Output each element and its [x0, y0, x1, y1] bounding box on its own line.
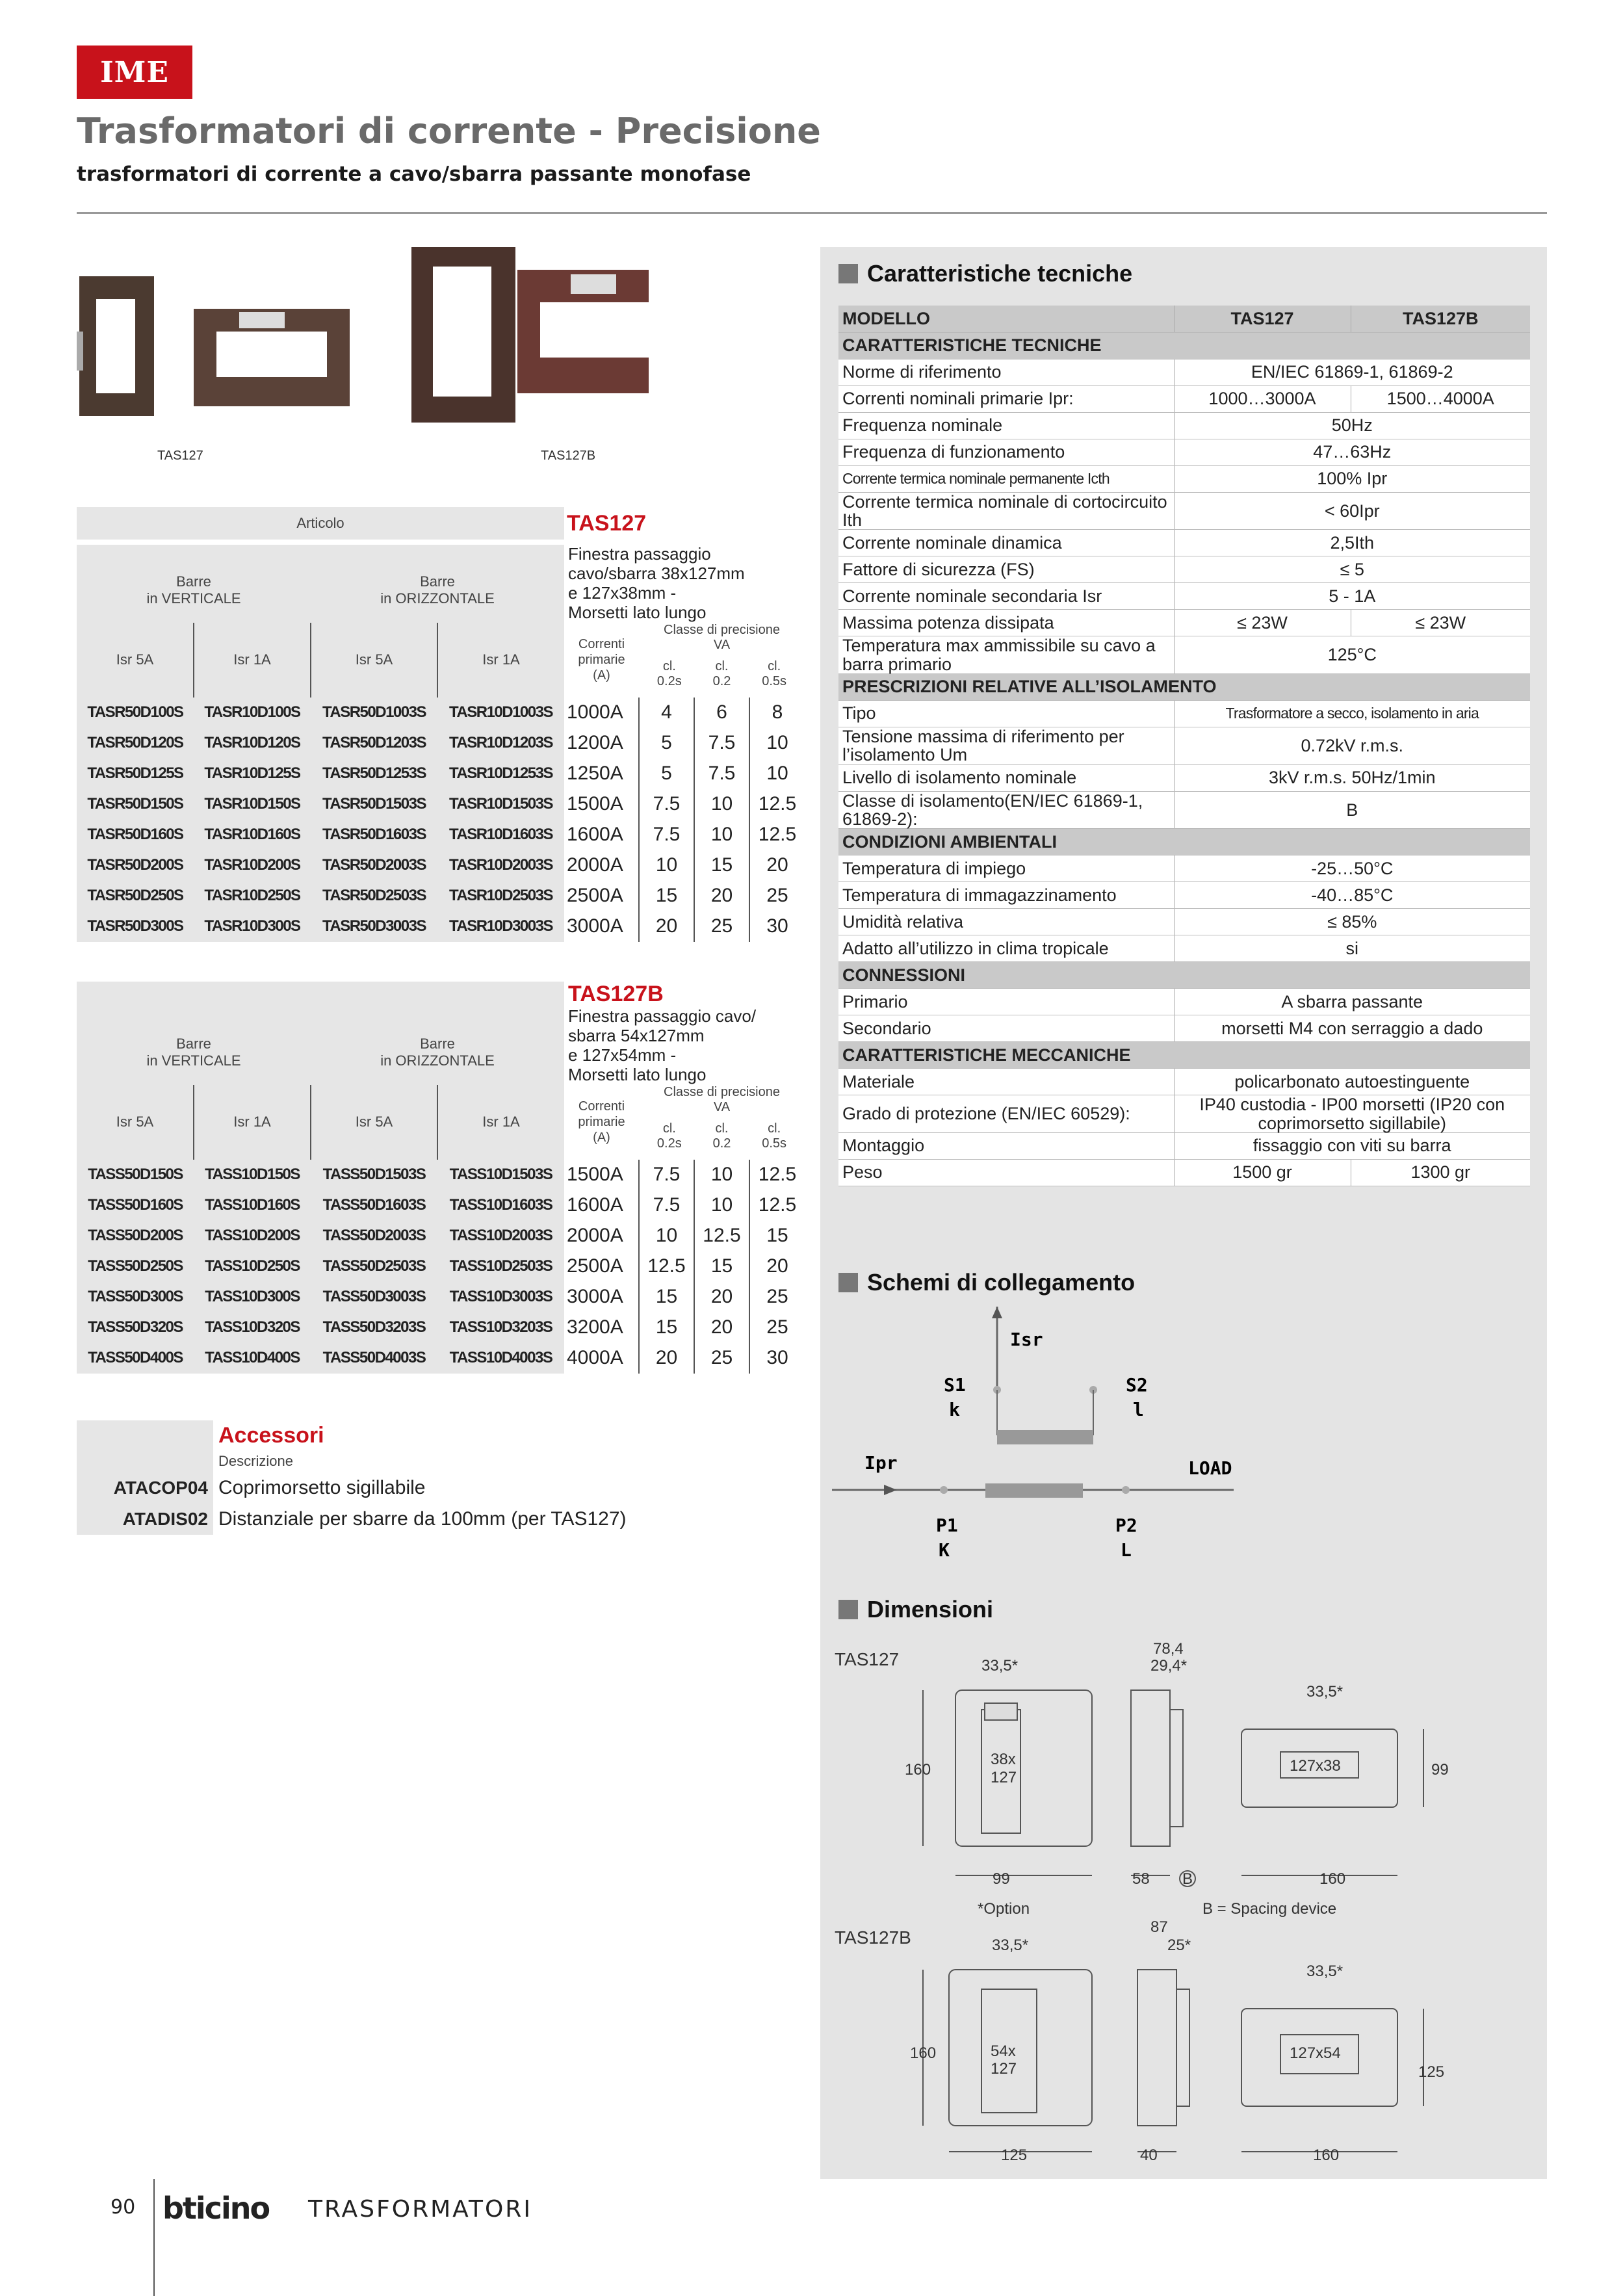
article-row [77, 911, 805, 942]
spec-row: Umidità relativa ≤ 85% [838, 909, 1530, 935]
footer-section-title: TRASFORMATORI [308, 2196, 532, 2223]
article-row [77, 1251, 805, 1282]
article-code: TASR50D250S [77, 881, 194, 911]
precision-va: 5 [639, 728, 694, 759]
article-code: TASR50D100S [77, 698, 194, 728]
isr5-head: Isr 5A [77, 623, 194, 698]
svg-text:125: 125 [1418, 2063, 1445, 2081]
accessories-title: Accessori [218, 1422, 324, 1448]
spec-row: Secondario morsetti M4 con serraggio a dado [838, 1015, 1530, 1042]
spec-table [838, 306, 1530, 1186]
svg-text:38x: 38x [991, 1751, 1016, 1768]
svg-text:127x54: 127x54 [1290, 2044, 1341, 2062]
spec-row: Corrente termica nominale permanente Icth 100% Ipr [838, 465, 1530, 492]
article-code: TASS10D4003S [437, 1343, 564, 1374]
spec-row: Corrente nominale secondaria Isr 5 - 1A [838, 583, 1530, 610]
l-label: l [1133, 1399, 1144, 1420]
precision-va: 10 [749, 728, 805, 759]
article-code: TASR50D125S [77, 759, 194, 789]
article-code: TASR10D160S [194, 820, 311, 850]
K-label: K [939, 1539, 950, 1561]
precision-va: 15 [639, 1282, 694, 1312]
primary-current: 3000A [567, 915, 623, 937]
svg-text:B: B [1182, 1870, 1193, 1888]
spec-row: Grado di protezione (EN/IEC 60529): IP40 custodia - IP00 morsetti (IP20 con coprimorsetto sigillabile) [838, 1095, 1530, 1133]
spec-row: Classe di isolamento(EN/IEC 61869-1, 61869-2): B [838, 791, 1530, 829]
page-number: 90 [110, 2196, 136, 2219]
precision-va: 30 [749, 911, 805, 942]
spec-row: Temperatura di impiego -25…50°C [838, 855, 1530, 882]
tas127-top-view [1241, 1683, 1449, 1888]
s1-label: S1 [944, 1374, 966, 1396]
primary-current: 2000A [567, 854, 623, 876]
article-code: TASR10D1603S [437, 820, 564, 850]
precision-va: 15 [694, 1251, 749, 1282]
spec-row: Fattore di sicurezza (FS) ≤ 5 [838, 556, 1530, 583]
spec-row: Montaggio fissaggio con viti su barra [838, 1132, 1530, 1159]
spec-row: Correnti nominali primarie Ipr: 1000…3000A 1500…4000A [838, 385, 1530, 412]
spec-row: Adatto all’utilizzo in clima tropicale si [838, 935, 1530, 962]
precision-va: 15 [694, 850, 749, 881]
header-divider [77, 212, 1547, 214]
article-row [77, 1312, 805, 1343]
primary-current: 2500A [567, 1255, 623, 1277]
primary-current: 1600A [567, 824, 623, 846]
precision-va: 5 [639, 759, 694, 789]
article-code: TASR10D300S [194, 911, 311, 942]
svg-text:160: 160 [1313, 2146, 1340, 2164]
precision-va: 15 [749, 1221, 805, 1251]
article-row [77, 1343, 805, 1374]
article-code: TASS50D2003S [311, 1221, 437, 1251]
precision-va: 10 [639, 1221, 694, 1251]
ime-logo: IME [77, 46, 192, 99]
article-code: TASR10D2003S [437, 850, 564, 881]
tas127-window: Finestra passaggio cavo/sbarra 38x127mm e 127x38mm - Morsetti lato lungo [568, 544, 745, 622]
spec-section-row: CARATTERISTICHE MECCANICHE [838, 1042, 1530, 1069]
article-row [77, 1190, 805, 1221]
spec-row: Tipo Trasformatore a secco, isolamento in aria [838, 700, 1530, 727]
article-code: TASS10D2503S [437, 1251, 564, 1282]
precision-va: 20 [694, 1312, 749, 1343]
article-row [77, 698, 805, 728]
svg-text:78,4: 78,4 [1153, 1640, 1184, 1658]
precision-va: 10 [639, 850, 694, 881]
precision-va: 25 [749, 881, 805, 911]
precision-va: 10 [694, 789, 749, 820]
svg-text:99: 99 [993, 1870, 1010, 1888]
article-code: TASR10D120S [194, 728, 311, 759]
tas127-side-view [1131, 1640, 1195, 1888]
isr5-head: Isr 5A [311, 1085, 437, 1160]
s2-label: S2 [1126, 1374, 1148, 1396]
spec-row: Materiale policarbonato autoestinguente [838, 1069, 1530, 1095]
page-title: Trasformatori di corrente - Precisione [77, 111, 821, 151]
svg-text:127: 127 [991, 2060, 1017, 2078]
article-code: TASR50D150S [77, 789, 194, 820]
article-row [77, 820, 805, 850]
precision-va: 4 [639, 698, 694, 728]
correnti-head: Correnti primarie (A) [578, 1099, 625, 1145]
article-code: TASR10D200S [194, 850, 311, 881]
spec-row: Livello di isolamento nominale 3kV r.m.s. 50Hz/1min [838, 764, 1530, 791]
precision-va: 20 [639, 911, 694, 942]
square-icon [838, 1273, 858, 1292]
spec-row: Frequenza nominale 50Hz [838, 412, 1530, 439]
precision-va: 6 [694, 698, 749, 728]
svg-text:54x: 54x [991, 2042, 1016, 2060]
tas127-front-view [905, 1657, 1092, 1888]
article-code: TASS10D160S [194, 1190, 311, 1221]
article-code: TASS10D200S [194, 1221, 311, 1251]
page-subtitle: trasformatori di corrente a cavo/sbarra passante monofase [77, 163, 751, 186]
product-photos [77, 241, 649, 436]
tas127b-table [77, 982, 805, 1374]
article-code: TASR50D1003S [311, 698, 437, 728]
precision-va: 7.5 [694, 759, 749, 789]
svg-text:29,4*: 29,4* [1150, 1657, 1188, 1675]
isr-label: Isr [1010, 1329, 1043, 1350]
svg-text:125: 125 [1001, 2146, 1028, 2164]
square-icon [838, 264, 858, 283]
article-code: TASS10D250S [194, 1251, 311, 1282]
isr5-head: Isr 5A [311, 623, 437, 698]
primary-current: 3000A [567, 1286, 623, 1308]
classe-head: Classe di precisione VA cl. 0.2s cl. 0.2 cl. 0.5s [656, 622, 787, 688]
isr1-head: Isr 1A [437, 1085, 564, 1160]
article-code: TASS10D150S [194, 1160, 311, 1190]
article-code: TASS10D400S [194, 1343, 311, 1374]
svg-text:87: 87 [1150, 1918, 1168, 1936]
article-code: TASR50D1603S [311, 820, 437, 850]
article-code: TASR50D2003S [311, 850, 437, 881]
svg-text:33,5*: 33,5* [1306, 1963, 1344, 1980]
photo-tas127-a [77, 276, 154, 416]
svg-text:99: 99 [1431, 1761, 1449, 1779]
spec-row: Corrente nominale dinamica 2,5Ith [838, 530, 1530, 556]
svg-text:160: 160 [1319, 1870, 1346, 1888]
spec-row: Temperatura di immagazzinamento -40…85°C [838, 882, 1530, 909]
article-code: TASS50D2503S [311, 1251, 437, 1282]
article-row [77, 759, 805, 789]
precision-va: 7.5 [639, 1160, 694, 1190]
precision-va: 8 [749, 698, 805, 728]
precision-va: 10 [694, 820, 749, 850]
load-label: LOAD [1188, 1457, 1232, 1479]
precision-va: 20 [639, 1343, 694, 1374]
isr5-head: Isr 5A [77, 1085, 194, 1160]
precision-va: 25 [694, 1343, 749, 1374]
precision-va: 12.5 [749, 1190, 805, 1221]
article-code: TASS50D250S [77, 1251, 194, 1282]
correnti-head: Correnti primarie (A) [578, 637, 625, 683]
article-code: TASS50D150S [77, 1160, 194, 1190]
primary-current: 1500A [567, 1164, 623, 1186]
svg-text:40: 40 [1140, 2146, 1158, 2164]
article-row [77, 728, 805, 759]
article-code: TASS10D3003S [437, 1282, 564, 1312]
precision-va: 20 [749, 850, 805, 881]
article-code: TASR50D1203S [311, 728, 437, 759]
spacing-note: B = Spacing device [1202, 1900, 1337, 1918]
article-code: TASR10D125S [194, 759, 311, 789]
article-code: TASS10D320S [194, 1312, 311, 1343]
primary-current: 1250A [567, 763, 623, 785]
article-code: TASR10D100S [194, 698, 311, 728]
spec-row: Peso 1500 gr 1300 gr [838, 1159, 1530, 1186]
article-code: TASR10D3003S [437, 911, 564, 942]
article-code: TASS50D400S [77, 1343, 194, 1374]
photo-tas127-b [194, 309, 350, 406]
svg-text:58: 58 [1132, 1870, 1150, 1888]
article-code: TASS50D320S [77, 1312, 194, 1343]
spec-section-row: CONNESSIONI [838, 962, 1530, 989]
article-row [77, 789, 805, 820]
primary-current: 1200A [567, 732, 623, 754]
svg-text:25*: 25* [1167, 1937, 1191, 1954]
spec-section-row: CONDIZIONI AMBIENTALI [838, 829, 1530, 855]
primary-current: 2500A [567, 885, 623, 907]
spec-row: Tensione massima di riferimento per l’isolamento Um 0.72kV r.m.s. [838, 727, 1530, 764]
article-code: TASR50D160S [77, 820, 194, 850]
article-code: TASS10D2003S [437, 1221, 564, 1251]
square-icon [838, 1600, 858, 1619]
tas127-dim-label: TAS127 [835, 1649, 900, 1669]
p1-label: P1 [936, 1515, 958, 1536]
bticino-logo: bticino [162, 2191, 270, 2226]
article-code: TASR50D200S [77, 850, 194, 881]
precision-va: 20 [694, 881, 749, 911]
spec-row: Corrente termica nominale di cortocircuito Ith < 60Ipr [838, 492, 1530, 530]
spec-row: Primario A sbarra passante [838, 989, 1530, 1015]
article-code: TASS50D200S [77, 1221, 194, 1251]
tas127b-front-view [910, 1937, 1092, 2164]
option-note: *Option [978, 1900, 1030, 1918]
article-code: TASS50D300S [77, 1282, 194, 1312]
tas127b-side-view [1137, 1918, 1191, 2164]
article-code: TASR50D1253S [311, 759, 437, 789]
svg-text:127: 127 [991, 1769, 1017, 1786]
precision-va: 7.5 [639, 820, 694, 850]
article-code: TASR50D300S [77, 911, 194, 942]
isr1-head: Isr 1A [437, 623, 564, 698]
precision-va: 10 [694, 1190, 749, 1221]
dimension-drawings [825, 1638, 1540, 2171]
spec-model-row: MODELLO TAS127 TAS127B [838, 306, 1530, 332]
dimensioni-heading: Dimensioni [838, 1596, 993, 1623]
barre-verticale-head: Barre in VERTICALE [77, 982, 311, 1085]
article-row [77, 1282, 805, 1312]
accessory-row: ATACOP04 Coprimorsetto sigillabile [77, 1472, 805, 1504]
spec-row: Massima potenza dissipata ≤ 23W ≤ 23W [838, 610, 1530, 636]
article-code: TASR50D2503S [311, 881, 437, 911]
primary-current: 4000A [567, 1347, 623, 1369]
article-code: TASS10D300S [194, 1282, 311, 1312]
classe-head: Classe di precisione VA cl. 0.2s cl. 0.2 cl. 0.5s [656, 1084, 787, 1151]
precision-va: 20 [749, 1251, 805, 1282]
photo-tas127b-a [411, 247, 515, 423]
article-row [77, 1160, 805, 1190]
isr1-head: Isr 1A [194, 623, 311, 698]
spec-row: Frequenza di funzionamento 47…63Hz [838, 439, 1530, 465]
precision-va: 12.5 [749, 820, 805, 850]
article-code: TASS50D3203S [311, 1312, 437, 1343]
primary-current: 3200A [567, 1316, 623, 1338]
spec-row: Norme di riferimento EN/IEC 61869-1, 61869-2 [838, 359, 1530, 385]
precision-va: 25 [749, 1312, 805, 1343]
photo-tas127b-b [517, 270, 649, 393]
article-code: TASS50D4003S [311, 1343, 437, 1374]
articolo-header: Articolo [77, 507, 564, 540]
precision-va: 10 [694, 1160, 749, 1190]
primary-current: 2000A [567, 1225, 623, 1247]
precision-va: 12.5 [639, 1251, 694, 1282]
accessory-row: ATADIS02 Distanziale per sbarre da 100mm (per TAS127) [77, 1504, 805, 1535]
article-code: TASS10D3203S [437, 1312, 564, 1343]
spec-section-row: PRESCRIZIONI RELATIVE ALL’ISOLAMENTO [838, 673, 1530, 700]
article-code: TASR10D250S [194, 881, 311, 911]
ipr-label: Ipr [864, 1452, 898, 1474]
article-code: TASR10D150S [194, 789, 311, 820]
svg-text:33,5*: 33,5* [992, 1937, 1029, 1954]
svg-text:33,5*: 33,5* [1306, 1683, 1344, 1701]
k-label: k [949, 1399, 960, 1420]
article-row [77, 850, 805, 881]
tas127b-window: TAS127B Finestra passaggio cavo/ sbarra 54x127mm e 127x54mm - Morsetti lato lungo [568, 982, 757, 1084]
svg-text:127x38: 127x38 [1290, 1757, 1341, 1775]
barre-orizzontale-head: Barre in ORIZZONTALE [311, 982, 564, 1085]
article-code: TASR50D3003S [311, 911, 437, 942]
p2-label: P2 [1115, 1515, 1137, 1536]
article-code: TASR10D1203S [437, 728, 564, 759]
article-code: TASR10D2503S [437, 881, 564, 911]
svg-text:160: 160 [910, 2044, 937, 2062]
precision-va: 25 [694, 911, 749, 942]
tas127b-top-view [1241, 1963, 1444, 2164]
primary-current: 1000A [567, 701, 623, 724]
article-code: TASR50D1503S [311, 789, 437, 820]
article-code: TASR10D1503S [437, 789, 564, 820]
caption-tas127b: TAS127B [541, 449, 596, 463]
tas127-name: TAS127 [567, 510, 647, 536]
primary-current: 1500A [567, 793, 623, 815]
spec-section-row: CARATTERISTICHE TECNICHE [838, 332, 1530, 359]
precision-va: 25 [749, 1282, 805, 1312]
article-row [77, 881, 805, 911]
schemi-heading: Schemi di collegamento [838, 1269, 1135, 1296]
precision-va: 15 [639, 1312, 694, 1343]
precision-va: 12.5 [749, 789, 805, 820]
precision-va: 7.5 [639, 1190, 694, 1221]
article-code: TASS10D1603S [437, 1190, 564, 1221]
tas127b-dim-label: TAS127B [835, 1927, 911, 1948]
article-code: TASS50D3003S [311, 1282, 437, 1312]
svg-text:160: 160 [905, 1761, 931, 1779]
svg-text:33,5*: 33,5* [981, 1657, 1019, 1675]
barre-verticale-head: Barre in VERTICALE [77, 545, 311, 623]
article-code: TASS10D1503S [437, 1160, 564, 1190]
precision-va: 10 [749, 759, 805, 789]
precision-va: 30 [749, 1343, 805, 1374]
precision-va: 12.5 [749, 1160, 805, 1190]
descrizione-label: Descrizione [218, 1453, 293, 1469]
article-code: TASR50D120S [77, 728, 194, 759]
article-code: TASS50D160S [77, 1190, 194, 1221]
L-label: L [1121, 1539, 1132, 1561]
spec-row: Temperatura max ammissibile su cavo a barra primario 125°C [838, 636, 1530, 674]
precision-va: 20 [694, 1282, 749, 1312]
primary-current: 1600A [567, 1194, 623, 1216]
precision-va: 12.5 [694, 1221, 749, 1251]
precision-va: 7.5 [639, 789, 694, 820]
precision-va: 15 [639, 881, 694, 911]
barre-orizzontale-head: Barre in ORIZZONTALE [311, 545, 564, 623]
article-code: TASS50D1503S [311, 1160, 437, 1190]
article-row [77, 1221, 805, 1251]
footer-divider [153, 2179, 155, 2296]
article-code: TASS50D1603S [311, 1190, 437, 1221]
article-code: TASR10D1253S [437, 759, 564, 789]
caratteristiche-heading: Caratteristiche tecniche [838, 260, 1132, 287]
accessories-table [77, 1420, 805, 1535]
isr1-head: Isr 1A [194, 1085, 311, 1160]
precision-va: 7.5 [694, 728, 749, 759]
wiring-diagram [832, 1307, 1261, 1573]
tas127-table [77, 507, 805, 942]
caption-tas127: TAS127 [157, 449, 203, 463]
article-code: TASR10D1003S [437, 698, 564, 728]
